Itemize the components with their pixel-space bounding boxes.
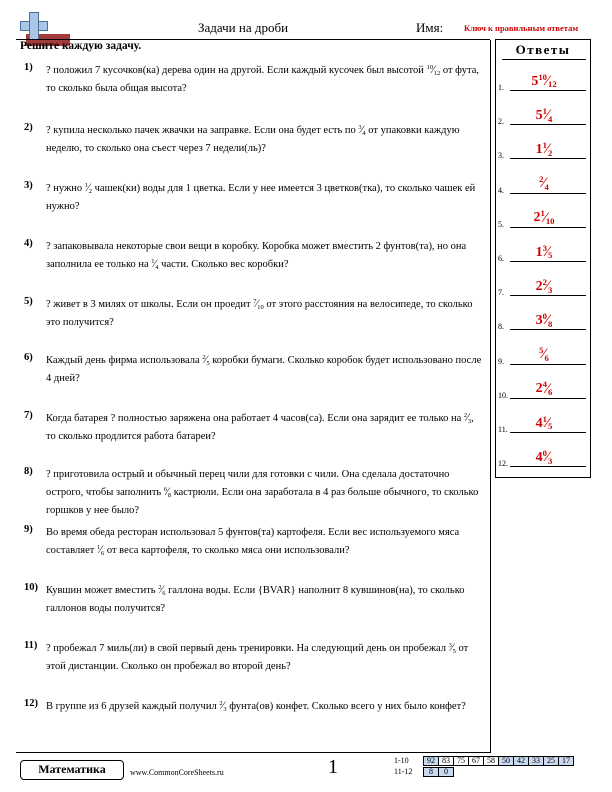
question-number: 1) bbox=[24, 62, 33, 73]
brand-badge: Математика bbox=[20, 760, 124, 780]
fraction bbox=[85, 183, 92, 195]
fraction-denominator: 12 bbox=[547, 79, 557, 90]
fraction-slash: ⁄ bbox=[546, 448, 549, 465]
question-number: 11) bbox=[24, 640, 38, 651]
answer-line bbox=[510, 295, 586, 296]
answer-number: 12. bbox=[498, 459, 508, 469]
score-cell: 8 bbox=[423, 767, 439, 777]
answer-number: 3. bbox=[498, 151, 504, 161]
question-text: Каждый день фирма использовала 2⁄5 коробки бумаги. Сколько коробок будет использовано после 4 дней? bbox=[46, 354, 482, 384]
fraction bbox=[543, 244, 553, 260]
question-number: 6) bbox=[24, 352, 33, 363]
answer-value bbox=[496, 380, 592, 396]
fraction-numerator: 1 bbox=[542, 139, 547, 150]
fraction-denominator: 3 bbox=[467, 417, 472, 425]
fraction-numerator: 5 bbox=[539, 345, 544, 356]
column-divider bbox=[490, 40, 491, 752]
fraction-slash: ⁄ bbox=[546, 380, 549, 397]
fraction-slash: ⁄ bbox=[546, 72, 549, 89]
score-row-label: 1-10 bbox=[394, 756, 409, 765]
answer-row bbox=[496, 303, 592, 333]
fraction-numerator: 1 bbox=[542, 413, 547, 424]
answer-line bbox=[510, 398, 586, 399]
answer-number: 1. bbox=[498, 83, 504, 92]
page-number: 1 bbox=[328, 756, 338, 778]
fraction-slash: ⁄ bbox=[160, 584, 163, 596]
fraction bbox=[202, 355, 209, 367]
question-text: ? нужно 1⁄2 чашек(ки) воды для 1 цветка. Если у нее имеется 3 цветков(тка), то сколько чашек ей нужно? bbox=[46, 182, 476, 212]
fraction-slash: ⁄ bbox=[546, 277, 549, 294]
fraction-numerator: 10 bbox=[426, 64, 433, 72]
fraction bbox=[543, 312, 553, 328]
fraction-numerator: 1 bbox=[96, 544, 101, 552]
answer-number: 11. bbox=[498, 425, 508, 434]
site-url: www.CommonCoreSheets.ru bbox=[130, 768, 224, 777]
score-cell: 92 bbox=[423, 756, 439, 766]
fraction-numerator: 3 bbox=[542, 242, 547, 253]
worksheet-header bbox=[16, 14, 596, 40]
answer-row bbox=[496, 406, 592, 436]
question-text: Во время обеда ресторан использовал 5 фунтов(та) картофеля. Если вес используемого мяса составляет 1⁄6 от веса картофеля, то сколько мяса они использовали? bbox=[46, 527, 460, 557]
answer-row bbox=[496, 64, 592, 94]
fraction-denominator: 3 bbox=[547, 284, 553, 295]
fraction-slash: ⁄ bbox=[166, 486, 169, 498]
score-cell: 50 bbox=[498, 756, 514, 766]
answer-number: 8. bbox=[498, 322, 504, 332]
answer-whole: 3 bbox=[535, 313, 543, 329]
fraction bbox=[543, 415, 553, 431]
answer-value bbox=[496, 107, 592, 123]
fraction bbox=[543, 278, 553, 294]
question-text: ? пробежал 7 миль(ли) в свой первый день тренировки. На следующий день он пробежал 3⁄5 от этой дистанции. Сколько он пробежал во второй день? bbox=[46, 642, 469, 672]
score-cell: 75 bbox=[453, 756, 469, 766]
fraction-denominator: 5 bbox=[452, 647, 456, 655]
question-number: 3) bbox=[24, 180, 33, 191]
fraction-numerator: 1 bbox=[84, 182, 89, 190]
fraction-numerator: 2 bbox=[158, 584, 162, 592]
question-number: 4) bbox=[24, 238, 33, 249]
score-cell: 58 bbox=[483, 756, 499, 766]
fraction bbox=[539, 175, 549, 191]
fraction-slash: ⁄ bbox=[432, 64, 435, 76]
answer-line bbox=[510, 227, 586, 228]
answer-row bbox=[496, 269, 592, 299]
fraction-denominator: 6 bbox=[100, 549, 105, 557]
answers-title-rule bbox=[502, 59, 586, 60]
fraction-numerator: 10 bbox=[538, 71, 547, 82]
answer-row bbox=[496, 338, 592, 368]
answer-whole: 4 bbox=[535, 449, 543, 465]
fraction-slash: ⁄ bbox=[542, 175, 546, 192]
score-row bbox=[394, 756, 574, 766]
fraction-numerator: 0 bbox=[542, 310, 547, 321]
fraction bbox=[543, 380, 553, 396]
fraction-denominator: 8 bbox=[167, 491, 172, 499]
fraction-slash: ⁄ bbox=[99, 544, 102, 556]
score-cell: 0 bbox=[438, 767, 454, 777]
score-cell: 25 bbox=[543, 756, 559, 766]
question-text: ? приготовила острый и обычный перец чили для готовки с чили. Она сделала достаточно острого, чтобы заполнить 6⁄8 кастрюли. Если она заработала в 4 раз больше обычного, то сколько горшков у нее было? bbox=[46, 469, 479, 516]
score-cell: 67 bbox=[468, 756, 484, 766]
fraction bbox=[164, 487, 171, 499]
answers-title: Ответы bbox=[515, 42, 571, 57]
score-cell: 17 bbox=[558, 756, 574, 766]
fraction-numerator: 3 bbox=[448, 642, 452, 650]
fraction bbox=[151, 259, 158, 271]
fraction bbox=[449, 643, 456, 655]
fraction-denominator: 10 bbox=[545, 216, 555, 227]
answer-line bbox=[510, 364, 586, 365]
question-text: В группе из 6 друзей каждый получил 2⁄3 фунта(ов) конфет. Сколько всего у них было конфет? bbox=[46, 700, 466, 713]
answer-whole: 5 bbox=[535, 107, 543, 123]
fraction-slash: ⁄ bbox=[205, 354, 207, 366]
answer-value bbox=[496, 244, 592, 260]
fraction-slash: ⁄ bbox=[87, 182, 90, 194]
answer-row bbox=[496, 132, 592, 162]
question-number: 5) bbox=[24, 296, 33, 307]
fraction bbox=[358, 125, 365, 137]
answer-line bbox=[510, 90, 586, 91]
fraction-denominator: 6 bbox=[547, 387, 553, 398]
answer-number: 4. bbox=[498, 185, 504, 195]
fraction-numerator: 0 bbox=[542, 447, 547, 458]
answer-row bbox=[496, 372, 592, 402]
answer-value bbox=[496, 449, 592, 465]
answer-number: 10. bbox=[498, 390, 508, 400]
answer-number: 5. bbox=[498, 219, 504, 229]
fraction-numerator: 7 bbox=[253, 298, 257, 306]
fraction-denominator: 6 bbox=[544, 352, 549, 363]
question-text: ? положил 7 кусочков(ка) дерева один на другой. Если каждый кусочек был высотой 10⁄12 от фута, то сколько была общая высота? bbox=[46, 64, 479, 94]
fraction-slash: ⁄ bbox=[451, 642, 454, 654]
fraction-slash: ⁄ bbox=[546, 312, 549, 329]
fraction-denominator: 3 bbox=[223, 705, 227, 713]
answer-value bbox=[496, 141, 592, 157]
answer-whole: 2 bbox=[533, 210, 541, 226]
answer-value bbox=[496, 73, 592, 89]
answer-whole: 1 bbox=[535, 244, 543, 260]
name-label: Имя: bbox=[416, 20, 444, 35]
fraction-numerator: 4 bbox=[542, 379, 547, 390]
fraction-denominator: 4 bbox=[155, 263, 159, 271]
score-row-label: 11-12 bbox=[394, 767, 413, 776]
fraction-denominator: 4 bbox=[544, 181, 549, 192]
question-text: Когда батарея ? полностью заряжена она работает 4 часов(са). Если она зарядит ее только на 2⁄3, то сколько продлится работа батареи? bbox=[46, 412, 474, 442]
answer-whole: 2 bbox=[535, 278, 543, 294]
fraction-denominator: 6 bbox=[162, 589, 166, 597]
fraction bbox=[158, 585, 165, 597]
fraction-slash: ⁄ bbox=[255, 298, 258, 310]
fraction-denominator: 3 bbox=[547, 455, 553, 466]
answer-whole: 2 bbox=[535, 381, 543, 397]
fraction-numerator: 3 bbox=[358, 124, 362, 132]
answer-line bbox=[510, 329, 586, 330]
answer-whole: 4 bbox=[535, 415, 543, 431]
answer-value bbox=[496, 346, 592, 362]
answer-line bbox=[510, 432, 586, 433]
answer-row bbox=[496, 440, 592, 470]
fraction-denominator: 5 bbox=[206, 359, 210, 367]
fraction bbox=[219, 701, 226, 713]
answer-value bbox=[496, 175, 592, 191]
fraction bbox=[543, 141, 553, 157]
answer-row bbox=[496, 201, 592, 231]
question-number: 7) bbox=[24, 410, 33, 421]
fraction-numerator: 1 bbox=[540, 208, 545, 219]
score-row bbox=[394, 767, 454, 777]
fraction-denominator: 12 bbox=[433, 69, 441, 77]
answer-value bbox=[496, 278, 592, 294]
fraction bbox=[253, 299, 264, 311]
fraction-slash: ⁄ bbox=[222, 700, 224, 712]
answer-number: 2. bbox=[498, 117, 504, 127]
answer-value bbox=[496, 209, 592, 225]
fraction-denominator: 8 bbox=[547, 318, 553, 329]
fraction-numerator: 2 bbox=[539, 174, 544, 185]
fraction-numerator: 1 bbox=[151, 258, 155, 266]
fraction-numerator: 1 bbox=[542, 105, 547, 116]
fraction-slash: ⁄ bbox=[466, 412, 469, 424]
instructions: Решите каждую задачу. bbox=[20, 40, 142, 52]
fraction-slash: ⁄ bbox=[546, 141, 549, 158]
answer-value bbox=[496, 415, 592, 431]
fraction-slash: ⁄ bbox=[542, 346, 546, 363]
worksheet-footer bbox=[16, 752, 596, 782]
fraction-numerator: 6 bbox=[163, 486, 168, 494]
question-text: ? живет в 3 милях от школы. Если он проедит 7⁄10 от этого расстояния на велосипеде, то сколько это получится? bbox=[46, 298, 473, 328]
fraction bbox=[464, 413, 471, 425]
score-cell: 33 bbox=[528, 756, 544, 766]
fraction-denominator: 5 bbox=[547, 421, 553, 432]
fraction bbox=[426, 65, 440, 77]
fraction bbox=[541, 209, 555, 225]
question-text: ? запаковывала некоторые свои вещи в коробку. Коробка может вместить 2 фунтов(та), но она заполнила ее только на 1⁄4 части. Сколько вес коробки? bbox=[46, 241, 467, 271]
question-number: 10) bbox=[24, 582, 38, 593]
question-text: ? купила несколько пачек жвачки на заправке. Если она будет есть по 3⁄4 от упаковки каждую неделю, то сколько она съест через 7 недели(ль)? bbox=[46, 124, 460, 154]
answer-whole: 5 bbox=[531, 73, 539, 89]
question-number: 8) bbox=[24, 466, 33, 477]
question-text: Кувшин может вместить 2⁄6 галлона воды. Если {BVAR} наполнит 8 кувшинов(на), то сколько галлонов воды получится? bbox=[46, 584, 465, 614]
fraction-denominator: 4 bbox=[547, 113, 553, 124]
fraction-denominator: 5 bbox=[547, 250, 553, 261]
fraction bbox=[538, 73, 556, 89]
question-number: 9) bbox=[24, 524, 33, 535]
answer-line bbox=[510, 193, 586, 194]
answer-line bbox=[510, 261, 586, 262]
fraction bbox=[97, 545, 104, 557]
answer-line bbox=[510, 466, 586, 467]
fraction-denominator: 2 bbox=[88, 187, 93, 195]
answers-panel bbox=[495, 40, 591, 478]
answer-row bbox=[496, 235, 592, 265]
answer-row bbox=[496, 98, 592, 128]
fraction-slash: ⁄ bbox=[544, 209, 547, 226]
fraction-denominator: 10 bbox=[257, 303, 264, 311]
answer-line bbox=[510, 124, 586, 125]
fraction-numerator: 2 bbox=[202, 354, 206, 362]
answer-number: 9. bbox=[498, 356, 504, 366]
fraction bbox=[543, 107, 553, 123]
score-cell: 83 bbox=[438, 756, 454, 766]
answer-whole: 1 bbox=[535, 142, 543, 158]
answer-number: 7. bbox=[498, 288, 504, 298]
fraction-denominator: 2 bbox=[547, 147, 553, 158]
fraction-numerator: 2 bbox=[219, 700, 223, 708]
fraction-slash: ⁄ bbox=[546, 106, 549, 123]
answer-value bbox=[496, 312, 592, 328]
fraction-slash: ⁄ bbox=[361, 124, 363, 136]
fraction-slash: ⁄ bbox=[546, 243, 549, 260]
worksheet-title: Задачи на дроби bbox=[198, 20, 289, 35]
answer-number: 6. bbox=[498, 254, 504, 263]
fraction-numerator: 2 bbox=[542, 276, 547, 287]
answer-line bbox=[510, 158, 586, 159]
fraction-slash: ⁄ bbox=[154, 258, 156, 270]
fraction-numerator: 2 bbox=[463, 412, 468, 420]
question-number: 2) bbox=[24, 122, 33, 133]
answer-key-label: Ключ к правильным ответам bbox=[464, 23, 579, 33]
question-number: 12) bbox=[24, 698, 38, 709]
fraction bbox=[539, 346, 549, 362]
score-cell: 42 bbox=[513, 756, 529, 766]
fraction-slash: ⁄ bbox=[546, 414, 549, 431]
fraction-denominator: 4 bbox=[362, 129, 366, 137]
answer-row bbox=[496, 167, 592, 197]
fraction bbox=[543, 449, 553, 465]
